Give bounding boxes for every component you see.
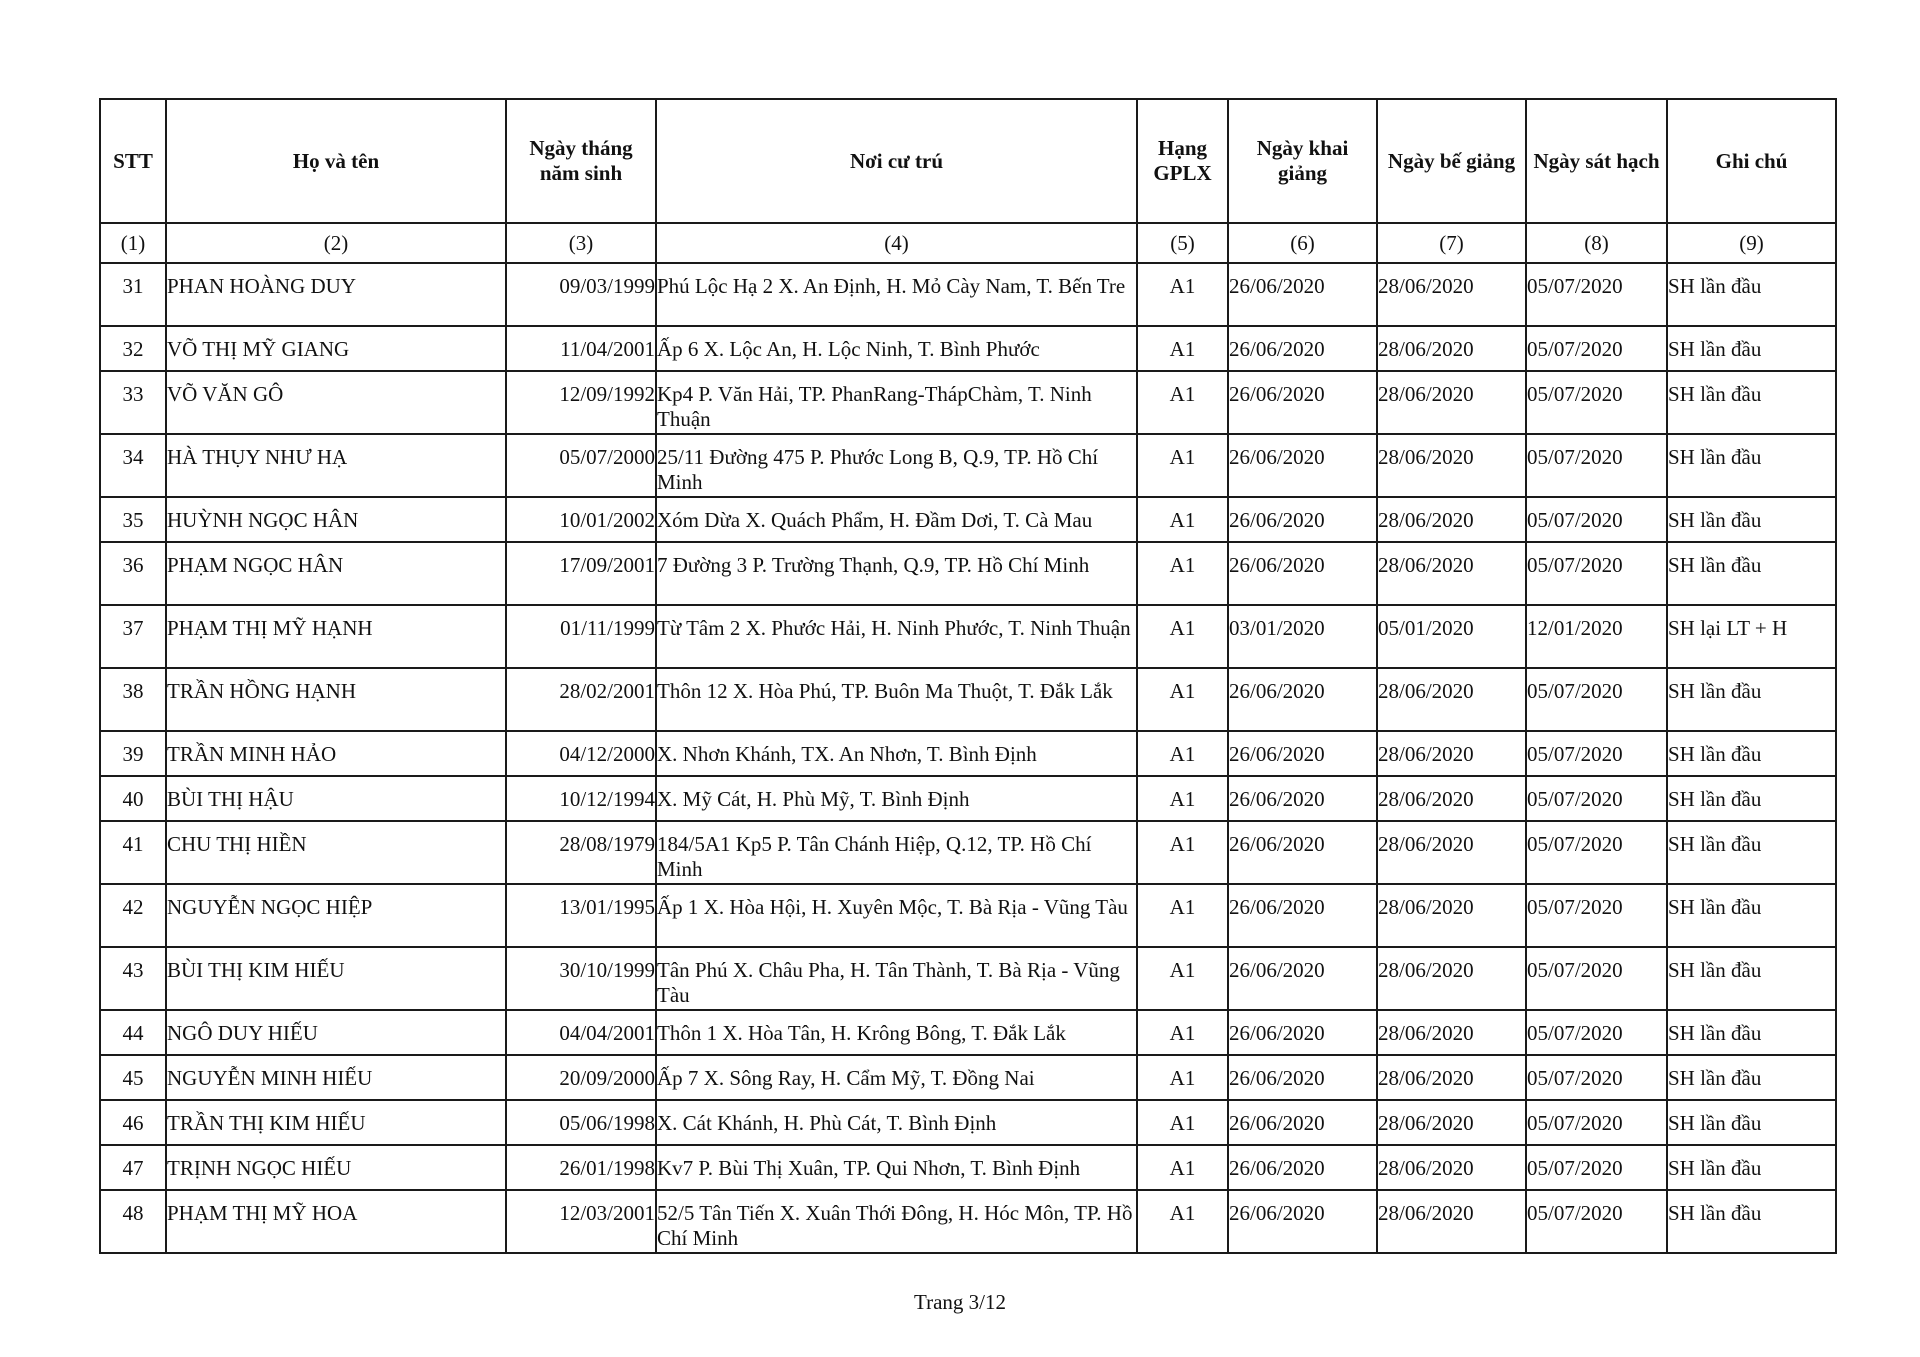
course-close-date: 28/06/2020 [1377, 821, 1526, 884]
residence-address: X. Nhơn Khánh, TX. An Nhơn, T. Bình Định [656, 731, 1137, 776]
course-open-date: 26/06/2020 [1228, 497, 1377, 542]
residence-address: Ấp 6 X. Lộc An, H. Lộc Ninh, T. Bình Phước [656, 326, 1137, 371]
exam-date: 05/07/2020 [1526, 542, 1667, 605]
note: SH lần đầu [1667, 326, 1836, 371]
birth-date: 04/12/2000 [506, 731, 656, 776]
note: SH lần đầu [1667, 434, 1836, 497]
course-close-date: 28/06/2020 [1377, 542, 1526, 605]
course-close-date: 28/06/2020 [1377, 326, 1526, 371]
roster-body [100, 263, 1836, 1253]
license-class: A1 [1137, 668, 1228, 731]
note: SH lần đầu [1667, 371, 1836, 434]
course-open-date: 26/06/2020 [1228, 776, 1377, 821]
course-close-date: 28/06/2020 [1377, 371, 1526, 434]
row-number: 39 [100, 731, 166, 776]
birth-date: 30/10/1999 [506, 947, 656, 1010]
exam-date: 05/07/2020 [1526, 884, 1667, 947]
header-row [100, 99, 1836, 223]
license-class: A1 [1137, 434, 1228, 497]
note: SH lần đầu [1667, 263, 1836, 326]
page-number: Trang 3/12 [914, 1290, 1006, 1314]
exam-date: 05/07/2020 [1526, 668, 1667, 731]
student-name: BÙI THỊ KIM HIẾU [166, 947, 506, 1010]
birth-date: 09/03/1999 [506, 263, 656, 326]
student-name: PHAN HOÀNG DUY [166, 263, 506, 326]
license-class: A1 [1137, 263, 1228, 326]
col-header-close-date: Ngày bế giảng [1377, 99, 1526, 223]
license-class: A1 [1137, 1010, 1228, 1055]
table-row [100, 668, 1836, 731]
birth-date: 10/12/1994 [506, 776, 656, 821]
table-row [100, 434, 1836, 497]
course-open-date: 26/06/2020 [1228, 326, 1377, 371]
exam-date: 12/01/2020 [1526, 605, 1667, 668]
table-row [100, 1100, 1836, 1145]
row-number: 41 [100, 821, 166, 884]
exam-date: 05/07/2020 [1526, 1010, 1667, 1055]
birth-date: 28/02/2001 [506, 668, 656, 731]
course-open-date: 26/06/2020 [1228, 821, 1377, 884]
student-name: PHẠM THỊ MỸ HOA [166, 1190, 506, 1253]
license-class: A1 [1137, 884, 1228, 947]
student-name: VÕ VĂN GÔ [166, 371, 506, 434]
student-name: CHU THỊ HIỀN [166, 821, 506, 884]
residence-address: 7 Đường 3 P. Trường Thạnh, Q.9, TP. Hồ Chí Minh [656, 542, 1137, 605]
row-number: 43 [100, 947, 166, 1010]
student-name: HÀ THỤY NHƯ HẠ [166, 434, 506, 497]
course-close-date: 28/06/2020 [1377, 776, 1526, 821]
table-row [100, 326, 1836, 371]
course-open-date: 26/06/2020 [1228, 668, 1377, 731]
note: SH lần đầu [1667, 497, 1836, 542]
table-row [100, 947, 1836, 1010]
birth-date: 10/01/2002 [506, 497, 656, 542]
note: SH lần đầu [1667, 668, 1836, 731]
residence-address: Tân Phú X. Châu Pha, H. Tân Thành, T. Bà Rịa - Vũng Tàu [656, 947, 1137, 1010]
exam-date: 05/07/2020 [1526, 371, 1667, 434]
note: SH lần đầu [1667, 1145, 1836, 1190]
residence-address: 52/5 Tân Tiến X. Xuân Thới Đông, H. Hóc Môn, TP. Hồ Chí Minh [656, 1190, 1137, 1253]
course-close-date: 05/01/2020 [1377, 605, 1526, 668]
note: SH lần đầu [1667, 947, 1836, 1010]
birth-date: 13/01/1995 [506, 884, 656, 947]
student-name: NGUYỄN NGỌC HIỆP [166, 884, 506, 947]
note: SH lần đầu [1667, 1190, 1836, 1253]
license-class: A1 [1137, 605, 1228, 668]
birth-date: 12/09/1992 [506, 371, 656, 434]
exam-date: 05/07/2020 [1526, 497, 1667, 542]
course-open-date: 26/06/2020 [1228, 434, 1377, 497]
residence-address: Phú Lộc Hạ 2 X. An Định, H. Mỏ Cày Nam, T. Bến Tre [656, 263, 1137, 326]
student-name: TRỊNH NGỌC HIẾU [166, 1145, 506, 1190]
course-open-date: 26/06/2020 [1228, 884, 1377, 947]
exam-date: 05/07/2020 [1526, 326, 1667, 371]
birth-date: 05/07/2000 [506, 434, 656, 497]
note: SH lần đầu [1667, 821, 1836, 884]
course-close-date: 28/06/2020 [1377, 1145, 1526, 1190]
row-number: 45 [100, 1055, 166, 1100]
col-number: (8) [1526, 223, 1667, 263]
course-close-date: 28/06/2020 [1377, 1100, 1526, 1145]
row-number: 34 [100, 434, 166, 497]
row-number: 47 [100, 1145, 166, 1190]
course-open-date: 26/06/2020 [1228, 542, 1377, 605]
license-class: A1 [1137, 776, 1228, 821]
birth-date: 11/04/2001 [506, 326, 656, 371]
col-number: (6) [1228, 223, 1377, 263]
exam-date: 05/07/2020 [1526, 1055, 1667, 1100]
birth-date: 01/11/1999 [506, 605, 656, 668]
student-name: PHẠM NGỌC HÂN [166, 542, 506, 605]
course-open-date: 26/06/2020 [1228, 947, 1377, 1010]
row-number: 36 [100, 542, 166, 605]
course-close-date: 28/06/2020 [1377, 1055, 1526, 1100]
student-name: VÕ THỊ MỸ GIANG [166, 326, 506, 371]
exam-date: 05/07/2020 [1526, 776, 1667, 821]
student-name: NGUYỄN MINH HIẾU [166, 1055, 506, 1100]
note: SH lần đầu [1667, 884, 1836, 947]
table-row [100, 497, 1836, 542]
course-close-date: 28/06/2020 [1377, 731, 1526, 776]
table-row [100, 821, 1836, 884]
col-number: (5) [1137, 223, 1228, 263]
exam-date: 05/07/2020 [1526, 821, 1667, 884]
birth-date: 05/06/1998 [506, 1100, 656, 1145]
birth-date: 28/08/1979 [506, 821, 656, 884]
table-row [100, 884, 1836, 947]
note: SH lần đầu [1667, 1100, 1836, 1145]
table-row [100, 731, 1836, 776]
course-close-date: 28/06/2020 [1377, 1010, 1526, 1055]
student-name: NGÔ DUY HIẾU [166, 1010, 506, 1055]
student-name: TRẦN THỊ KIM HIẾU [166, 1100, 506, 1145]
table-row [100, 371, 1836, 434]
student-name: TRẦN HỒNG HẠNH [166, 668, 506, 731]
row-number: 48 [100, 1190, 166, 1253]
residence-address: Kv7 P. Bùi Thị Xuân, TP. Qui Nhơn, T. Bình Định [656, 1145, 1137, 1190]
row-number: 38 [100, 668, 166, 731]
row-number: 40 [100, 776, 166, 821]
col-header-address: Nơi cư trú [656, 99, 1137, 223]
col-header-name: Họ và tên [166, 99, 506, 223]
table-row [100, 1055, 1836, 1100]
note: SH lần đầu [1667, 1010, 1836, 1055]
residence-address: X. Mỹ Cát, H. Phù Mỹ, T. Bình Định [656, 776, 1137, 821]
col-header-dob: Ngày tháng năm sinh [506, 99, 656, 223]
note: SH lần đầu [1667, 542, 1836, 605]
col-header-open-date: Ngày khai giảng [1228, 99, 1377, 223]
table-row [100, 605, 1836, 668]
license-class: A1 [1137, 1145, 1228, 1190]
course-close-date: 28/06/2020 [1377, 434, 1526, 497]
col-number: (2) [166, 223, 506, 263]
col-number: (1) [100, 223, 166, 263]
birth-date: 04/04/2001 [506, 1010, 656, 1055]
residence-address: Ấp 1 X. Hòa Hội, H. Xuyên Mộc, T. Bà Rịa - Vũng Tàu [656, 884, 1137, 947]
course-open-date: 26/06/2020 [1228, 1100, 1377, 1145]
license-class: A1 [1137, 947, 1228, 1010]
row-number: 31 [100, 263, 166, 326]
exam-date: 05/07/2020 [1526, 947, 1667, 1010]
row-number: 33 [100, 371, 166, 434]
student-name: BÙI THỊ HẬU [166, 776, 506, 821]
course-open-date: 26/06/2020 [1228, 263, 1377, 326]
exam-date: 05/07/2020 [1526, 1100, 1667, 1145]
exam-date: 05/07/2020 [1526, 434, 1667, 497]
table-row [100, 1190, 1836, 1253]
license-class: A1 [1137, 542, 1228, 605]
row-number: 46 [100, 1100, 166, 1145]
col-header-note: Ghi chú [1667, 99, 1836, 223]
birth-date: 17/09/2001 [506, 542, 656, 605]
col-number: (7) [1377, 223, 1526, 263]
col-header-exam-date: Ngày sát hạch [1526, 99, 1667, 223]
residence-address: Xóm Dừa X. Quách Phẩm, H. Đầm Dơi, T. Cà Mau [656, 497, 1137, 542]
license-class: A1 [1137, 1055, 1228, 1100]
course-close-date: 28/06/2020 [1377, 497, 1526, 542]
course-close-date: 28/06/2020 [1377, 668, 1526, 731]
course-open-date: 26/06/2020 [1228, 731, 1377, 776]
note: SH lần đầu [1667, 1055, 1836, 1100]
residence-address: Ấp 7 X. Sông Ray, H. Cẩm Mỹ, T. Đồng Nai [656, 1055, 1137, 1100]
row-number: 35 [100, 497, 166, 542]
course-open-date: 26/06/2020 [1228, 1145, 1377, 1190]
column-number-row [100, 223, 1836, 263]
table-row [100, 776, 1836, 821]
license-class: A1 [1137, 821, 1228, 884]
license-class: A1 [1137, 497, 1228, 542]
exam-date: 05/07/2020 [1526, 731, 1667, 776]
note: SH lại LT + H [1667, 605, 1836, 668]
course-close-date: 28/06/2020 [1377, 1190, 1526, 1253]
col-header-stt: STT [100, 99, 166, 223]
residence-address: Thôn 1 X. Hòa Tân, H. Krông Bông, T. Đắk Lắk [656, 1010, 1137, 1055]
col-number: (9) [1667, 223, 1836, 263]
license-class: A1 [1137, 1190, 1228, 1253]
row-number: 32 [100, 326, 166, 371]
row-number: 37 [100, 605, 166, 668]
residence-address: X. Cát Khánh, H. Phù Cát, T. Bình Định [656, 1100, 1137, 1145]
license-class: A1 [1137, 731, 1228, 776]
course-close-date: 28/06/2020 [1377, 884, 1526, 947]
note: SH lần đầu [1667, 776, 1836, 821]
student-name: PHẠM THỊ MỸ HẠNH [166, 605, 506, 668]
birth-date: 20/09/2000 [506, 1055, 656, 1100]
birth-date: 12/03/2001 [506, 1190, 656, 1253]
student-name: TRẦN MINH HẢO [166, 731, 506, 776]
license-class: A1 [1137, 1100, 1228, 1145]
exam-date: 05/07/2020 [1526, 1190, 1667, 1253]
row-number: 44 [100, 1010, 166, 1055]
residence-address: Kp4 P. Văn Hải, TP. PhanRang-ThápChàm, T. Ninh Thuận [656, 371, 1137, 434]
course-close-date: 28/06/2020 [1377, 263, 1526, 326]
row-number: 42 [100, 884, 166, 947]
col-header-rank: Hạng GPLX [1137, 99, 1228, 223]
course-open-date: 26/06/2020 [1228, 371, 1377, 434]
course-open-date: 26/06/2020 [1228, 1190, 1377, 1253]
col-number: (3) [506, 223, 656, 263]
table-row [100, 1010, 1836, 1055]
course-open-date: 26/06/2020 [1228, 1010, 1377, 1055]
student-roster-table [99, 98, 1837, 1254]
residence-address: Từ Tâm 2 X. Phước Hải, H. Ninh Phước, T. Ninh Thuận [656, 605, 1137, 668]
residence-address: 25/11 Đường 475 P. Phước Long B, Q.9, TP. Hồ Chí Minh [656, 434, 1137, 497]
exam-date: 05/07/2020 [1526, 1145, 1667, 1190]
license-class: A1 [1137, 326, 1228, 371]
exam-date: 05/07/2020 [1526, 263, 1667, 326]
course-open-date: 26/06/2020 [1228, 1055, 1377, 1100]
license-class: A1 [1137, 371, 1228, 434]
course-close-date: 28/06/2020 [1377, 947, 1526, 1010]
table-row [100, 263, 1836, 326]
course-open-date: 03/01/2020 [1228, 605, 1377, 668]
residence-address: 184/5A1 Kp5 P. Tân Chánh Hiệp, Q.12, TP. Hồ Chí Minh [656, 821, 1137, 884]
residence-address: Thôn 12 X. Hòa Phú, TP. Buôn Ma Thuột, T. Đắk Lắk [656, 668, 1137, 731]
birth-date: 26/01/1998 [506, 1145, 656, 1190]
table-row [100, 542, 1836, 605]
student-name: HUỲNH NGỌC HÂN [166, 497, 506, 542]
col-number: (4) [656, 223, 1137, 263]
table-row [100, 1145, 1836, 1190]
note: SH lần đầu [1667, 731, 1836, 776]
